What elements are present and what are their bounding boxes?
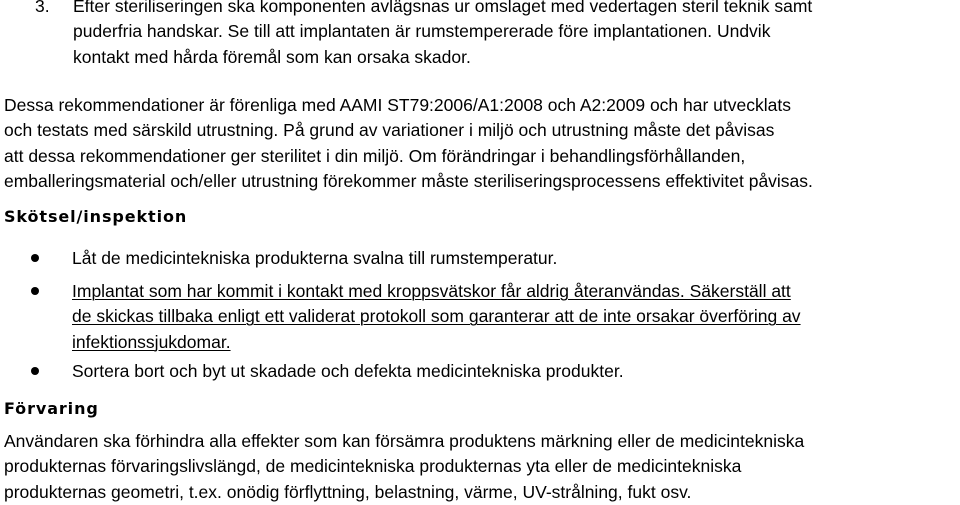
bullet-item bbox=[72, 246, 947, 271]
section-heading-storage: Förvaring bbox=[4, 399, 99, 418]
bullet-item bbox=[72, 359, 947, 384]
paragraph-line: emballeringsmaterial och/eller utrustning förekommer måste steriliseringsprocessens effektivitet påvisas. bbox=[4, 171, 813, 192]
section-heading-care: Skötsel/inspektion bbox=[4, 207, 188, 226]
paragraph-line: Dessa rekommendationer är förenliga med AAMI ST79:2006/A1:2008 och A2:2009 och har utvecklats bbox=[4, 95, 791, 115]
item-number: 3. bbox=[35, 0, 50, 16]
recommendations-paragraph bbox=[4, 93, 959, 195]
paragraph-line: produkternas geometri, t.ex. onödig förflyttning, belastning, värme, UV-strålning, fukt osv. bbox=[4, 481, 692, 502]
bullet-icon bbox=[31, 287, 39, 295]
item-line: Efter steriliseringen ska komponenten avlägsnas ur omslaget med vedertagen steril teknik samt bbox=[73, 0, 813, 16]
paragraph-line: produkternas förvaringslivslängd, de medicintekniska produkternas yta eller de medicintekniska bbox=[4, 456, 742, 477]
paragraph-line: att dessa rekommendationer ger sterilitet i din miljö. Om förändringar i behandlingsförhållanden, bbox=[4, 145, 746, 166]
bullet-icon bbox=[31, 254, 39, 262]
item-line: puderfria handskar. Se till att implantaten är rumstempererade före implantationen. Undvik bbox=[73, 21, 771, 42]
item-line: kontakt med hårda föremål som kan orsaka skador. bbox=[73, 46, 471, 67]
bullet-line: de skickas tillbaka enligt ett validerat protokoll som garanterar att de inte orsakar överföring av bbox=[72, 306, 801, 327]
bullet-icon bbox=[31, 367, 39, 375]
paragraph-line: Användaren ska förhindra alla effekter som kan försämra produktens märkning eller de medicintekniska bbox=[4, 431, 805, 451]
bullet-line: infektionssjukdomar. bbox=[72, 331, 231, 352]
bullet-line: Implantat som har kommit i kontakt med kroppsvätskor får aldrig återanvändas. Säkerställ att bbox=[72, 281, 791, 301]
paragraph-line: och testats med särskild utrustning. På grund av variationer i miljö och utrustning måste det påvisas bbox=[4, 120, 775, 141]
bullet-line: Sortera bort och byt ut skadade och defekta medicintekniska produkter. bbox=[72, 361, 624, 381]
item-text bbox=[73, 0, 953, 70]
storage-paragraph bbox=[4, 429, 959, 505]
bullet-item-underlined bbox=[72, 279, 947, 355]
bullet-line: Låt de medicintekniska produkterna svalna till rumstemperatur. bbox=[72, 248, 558, 268]
